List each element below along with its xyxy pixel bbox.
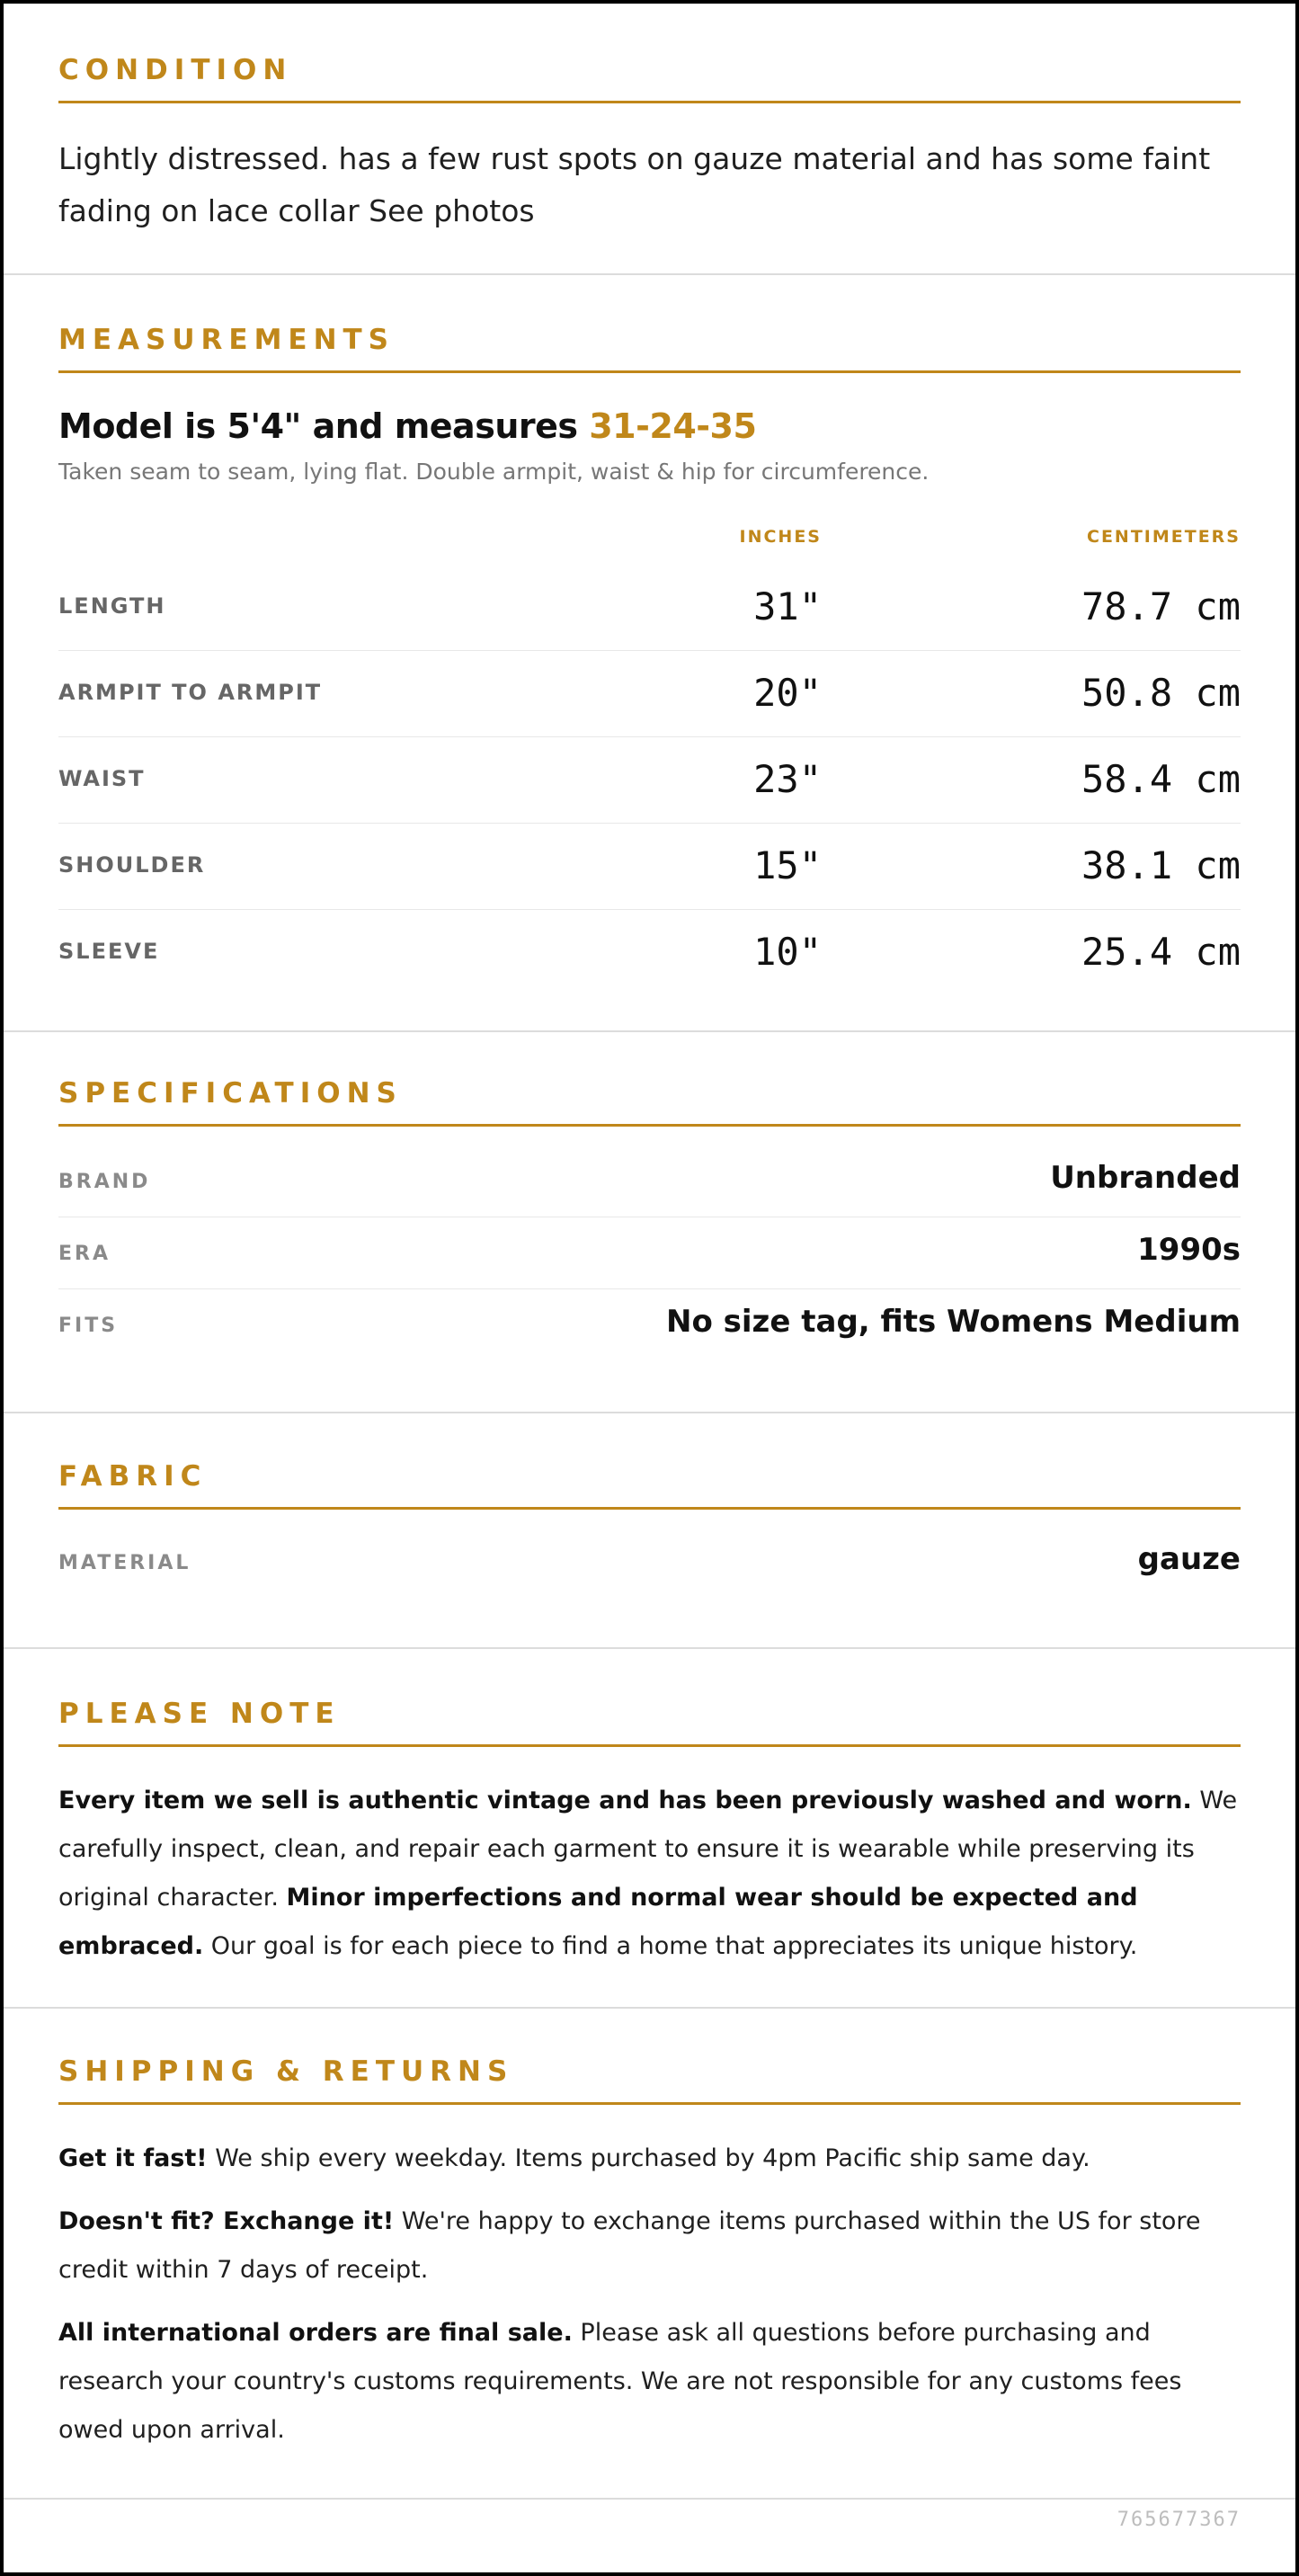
shipping-paragraph-exchange <box>58 2197 1241 2295</box>
measurements-subtitle: Taken seam to seam, lying flat. Double armpit, waist & hip for circumference. <box>58 459 930 485</box>
condition-title: CONDITION <box>58 54 293 86</box>
shipping-returns-rule <box>58 2102 1241 2105</box>
specifications-section <box>4 1032 1295 1413</box>
spec-row-fits <box>58 1289 1241 1361</box>
measurements-section <box>4 275 1295 1032</box>
specifications-rule <box>58 1124 1241 1127</box>
note-bold-2: Minor imperfections and normal wear should be expected and embraced. <box>58 1884 1138 1960</box>
spec-row-brand <box>58 1145 1241 1217</box>
please-note-text <box>58 1777 1241 1971</box>
specifications-title: SPECIFICATIONS <box>58 1077 403 1110</box>
measurement-inches: 23" <box>753 757 822 801</box>
spec-row-era <box>58 1217 1241 1289</box>
measurement-label: LENGTH <box>58 593 166 619</box>
fabric-rule <box>58 1507 1241 1510</box>
shipping-fast-text: We ship every weekday. Items purchased by 4pm Pacific ship same day. <box>207 2144 1090 2172</box>
condition-text: Lightly distressed. has a few rust spots on gauze material and has some faint fading on lace collar See photos <box>58 141 1211 228</box>
measurement-row-shoulder <box>58 824 1241 910</box>
condition-rule <box>58 101 1241 103</box>
note-bold-1: Every item we sell is authentic vintage and has been previously washed and worn. <box>58 1787 1192 1814</box>
measurement-label: SHOULDER <box>58 852 206 878</box>
please-note-rule <box>58 1744 1241 1747</box>
model-measures-heading <box>58 406 756 446</box>
shipping-paragraph-fast <box>58 2135 1241 2183</box>
measurement-row-sleeve <box>58 910 1241 996</box>
shipping-intl-bold: All international orders are final sale. <box>58 2319 573 2347</box>
measurement-label: SLEEVE <box>58 939 160 964</box>
inches-column-header: INCHES <box>739 527 822 547</box>
note-text-2: Our goal is for each piece to find a home that appreciates its unique history. <box>203 1932 1138 1960</box>
spec-value: 1990s <box>1137 1232 1241 1268</box>
measurement-row-armpit <box>58 651 1241 737</box>
measurement-label: WAIST <box>58 766 146 791</box>
measurement-cm: 78.7 cm <box>1081 584 1241 628</box>
spec-value: No size tag, fits Womens Medium <box>666 1304 1241 1340</box>
model-measures-values: 31-24-35 <box>589 406 757 446</box>
spec-label: BRAND <box>58 1171 151 1193</box>
shipping-exchange-text: We're happy to exchange items purchased within the US for store credit within 7 days of receipt. <box>58 2207 1201 2284</box>
note-text-1: We carefully inspect, clean, and repair each garment to ensure it is wearable while preserving its original character. <box>58 1787 1238 1912</box>
measurement-row-length <box>58 565 1241 651</box>
shipping-returns-title: SHIPPING & RETURNS <box>58 2055 514 2088</box>
fabric-section <box>4 1413 1295 1649</box>
measurement-cm: 50.8 cm <box>1081 671 1241 715</box>
measurement-inches: 20" <box>753 671 822 715</box>
centimeters-column-header: CENTIMETERS <box>1087 527 1241 547</box>
condition-section <box>4 4 1295 275</box>
fabric-row-material <box>58 1527 1241 1599</box>
measurement-inches: 31" <box>753 584 822 628</box>
spec-value: Unbranded <box>1050 1160 1241 1196</box>
fabric-title: FABRIC <box>58 1460 208 1493</box>
spec-label: ERA <box>58 1243 111 1265</box>
shipping-returns-section <box>4 2009 1295 2500</box>
spec-label: FITS <box>58 1315 119 1337</box>
fabric-label: MATERIAL <box>58 1552 191 1574</box>
measurement-inches: 10" <box>753 930 822 974</box>
sku-number: 765677367 <box>1117 2509 1241 2531</box>
measurements-title: MEASUREMENTS <box>58 324 396 356</box>
measurement-label: ARMPIT TO ARMPIT <box>58 680 323 705</box>
please-note-section <box>4 1649 1295 2009</box>
measurement-cm: 58.4 cm <box>1081 757 1241 801</box>
fabric-value: gauze <box>1137 1541 1241 1577</box>
measurement-inches: 15" <box>753 843 822 887</box>
product-details-page <box>4 4 1295 2572</box>
please-note-title: PLEASE NOTE <box>58 1698 341 1730</box>
shipping-fast-bold: Get it fast! <box>58 2144 208 2172</box>
shipping-intl-text: Please ask all questions before purchasing and research your country's customs requirements. We are not responsible for any customs fees owed upon arrival. <box>58 2319 1182 2444</box>
measurement-cm: 38.1 cm <box>1081 843 1241 887</box>
measurement-cm: 25.4 cm <box>1081 930 1241 974</box>
measurement-row-waist <box>58 737 1241 824</box>
shipping-exchange-bold: Doesn't fit? Exchange it! <box>58 2207 395 2235</box>
measurements-rule <box>58 370 1241 373</box>
model-measures-prefix: Model is 5'4" and measures <box>58 406 590 446</box>
shipping-paragraph-international <box>58 2309 1241 2455</box>
